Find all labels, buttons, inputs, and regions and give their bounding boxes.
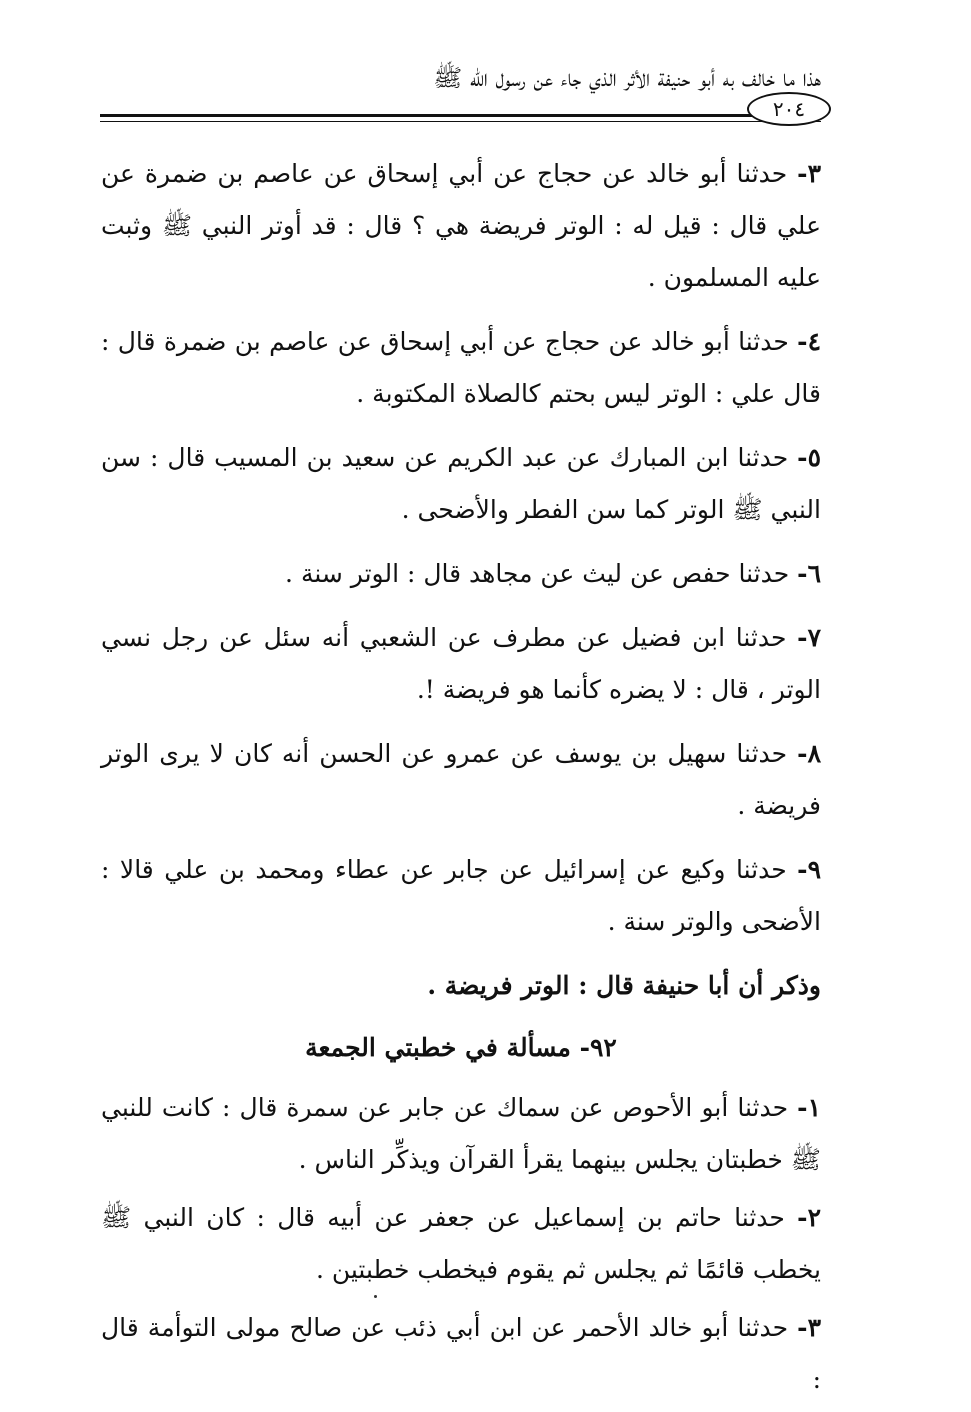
hadith-paragraph	[101, 1302, 821, 1406]
hadith-text: حدثنا أبو الأحوص عن سماك عن جابر عن سمرة قال : كانت للنبي ﷺ خطبتان يجلس بينهما يقرأ القرآن ويذكِّر الناس .	[101, 1093, 821, 1174]
section-title: ٩٢- مسألة في خطبتي الجمعة	[305, 1033, 617, 1062]
page-number-badge: ٢٠٤	[747, 92, 831, 126]
hadith-paragraph	[101, 316, 821, 420]
hadith-paragraph	[101, 612, 821, 716]
hadith-text: حدثنا وكيع عن إسرائيل عن جابر عن عطاء ومحمد بن علي قالا : الأضحى والوتر سنة .	[101, 855, 821, 936]
header-rule-thick	[100, 114, 821, 117]
hadith-number: ٩-	[797, 855, 821, 884]
hadith-text: حدثنا حفص عن ليث عن مجاهد قال : الوتر سنة .	[285, 559, 798, 588]
hadith-text: حدثنا سهيل بن يوسف عن عمرو عن الحسن أنه كان لا يرى الوتر فريضة .	[101, 739, 821, 820]
page-body	[101, 148, 821, 1412]
hadith-text: حدثنا حاتم بن إسماعيل عن جعفر عن أبيه قال : كان النبي ﷺ يخطب قائمًا ثم يجلس ثم يقوم فيخطب خطبتين .	[101, 1203, 821, 1284]
hadith-paragraph	[101, 1192, 821, 1296]
hadith-paragraph	[101, 1082, 821, 1186]
hadith-paragraph	[101, 844, 821, 948]
hadith-number: ٧-	[797, 623, 821, 652]
hadith-number: ٤-	[797, 327, 821, 356]
header-rule-thin	[100, 121, 821, 122]
hadith-paragraph	[101, 728, 821, 832]
abu-hanifa-statement: وذكر أن أبا حنيفة قال : الوتر فريضة .	[427, 971, 821, 1000]
hadith-number: ١-	[797, 1093, 821, 1122]
hadith-number: ٣-	[797, 1313, 821, 1342]
hadith-text: حدثنا ابن المبارك عن عبد الكريم عن سعيد بن المسيب قال : سن النبي ﷺ الوتر كما سن الفطر والأضحى .	[101, 443, 821, 524]
hadith-paragraph	[101, 432, 821, 536]
hadith-text: حدثنا ابن فضيل عن مطرف عن الشعبي أنه سئل عن رجل نسي الوتر ، قال : لا يضره كأنما هو فريضة !.	[101, 623, 821, 704]
hadith-paragraph	[101, 148, 821, 304]
hadith-text: حدثنا أبو خالد الأحمر عن ابن أبي ذئب عن صالح مولى التوأمة قال :	[101, 1313, 821, 1394]
hadith-number: ٣-	[797, 159, 821, 188]
footer-dot	[374, 1295, 377, 1298]
hadith-number: ٢-	[797, 1203, 821, 1232]
hadith-number: ٦-	[797, 559, 821, 588]
hadith-text: حدثنا أبو خالد عن حجاج عن أبي إسحاق عن عاصم بن ضمرة قال : قال علي : الوتر ليس بحتم كالصلاة المكتوبة .	[101, 327, 821, 408]
hadith-text: حدثنا أبو خالد عن حجاج عن أبي إسحاق عن عاصم بن ضمرة عن علي قال : قيل له : الوتر فريضة هي ؟ قال : قد أوتر النبي ﷺ وثبت عليه المسلمون .	[101, 159, 821, 292]
running-head: هذا ما خالف به أبو حنيفة الأثر الذي جاء عن رسول الله ﷺ	[433, 64, 821, 92]
hadith-number: ٥-	[797, 443, 821, 472]
hadith-paragraph	[101, 548, 821, 600]
hadith-number: ٨-	[797, 739, 821, 768]
